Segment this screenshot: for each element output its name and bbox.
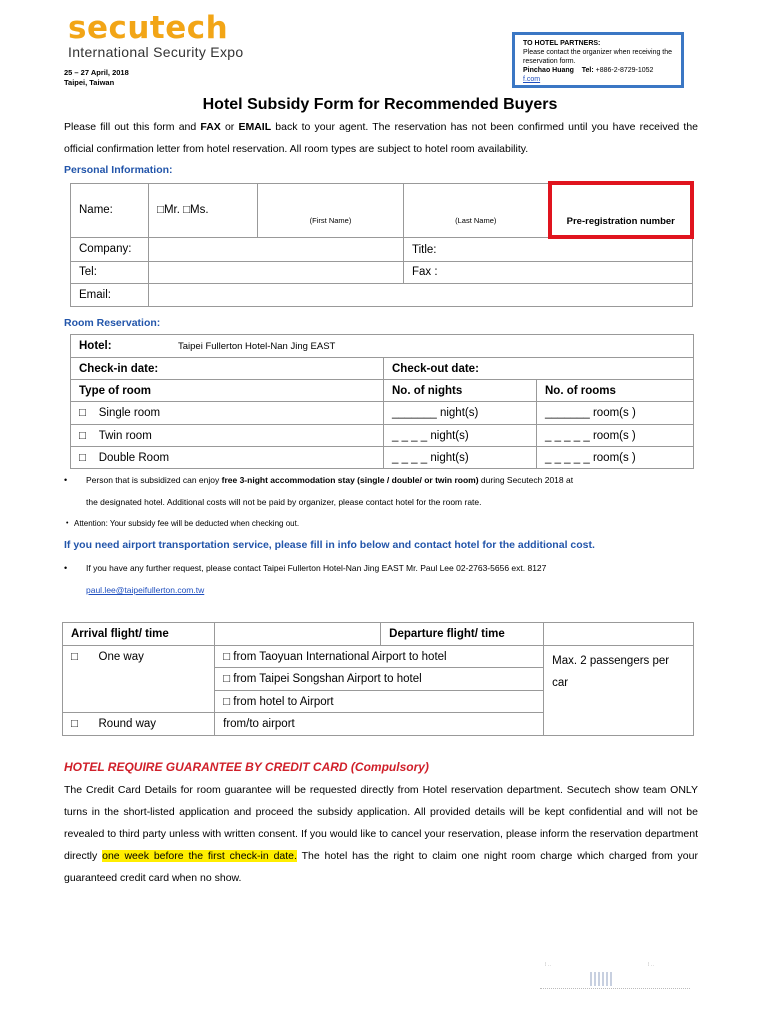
nights-field[interactable]: _ _ _ _ night(s) <box>384 425 537 447</box>
checkout-label[interactable]: Check-out date: <box>384 358 694 380</box>
subsidy-note <box>64 469 698 513</box>
rooms-header: No. of rooms <box>537 380 694 402</box>
option-taoyuan[interactable]: □ from Taoyuan International Airport to hotel <box>215 646 544 668</box>
bullet-icon: • <box>64 563 68 573</box>
departure-header: Departure flight/ time <box>381 623 544 646</box>
personal-info-table <box>70 181 694 307</box>
company-label: Company: <box>71 237 149 261</box>
checkbox[interactable]: □ <box>79 407 86 419</box>
location-line: Taipei, Taiwan <box>64 78 115 87</box>
bullet-icon: • <box>66 520 69 527</box>
rooms-field[interactable]: _______ room(s ) <box>537 402 694 425</box>
email-word: EMAIL <box>238 121 272 133</box>
guarantee-text: The Credit Card Details for room guarantee will be requested directly from Hotel reservation department. Secutech show team ONLY turns in the short-listed application and proceed the subsidy application. All provided details will be kept confidential and will not be revealed to third party unless with written consent. If you would like to cancel your reservation, please inform the reservation department directly <box>64 784 698 862</box>
checkbox[interactable]: □ <box>79 451 86 464</box>
preregistration-label: Pre-registration number <box>566 216 675 227</box>
hotel-label: Hotel: <box>79 340 112 352</box>
footer-line <box>540 988 690 989</box>
company-field[interactable] <box>149 237 404 261</box>
or-word: or <box>224 121 235 133</box>
arrival-time-field[interactable] <box>215 623 381 646</box>
round-way-checkbox[interactable]: □ <box>63 713 91 736</box>
empty-cell <box>63 668 91 691</box>
tel-label-cell: Tel: <box>71 261 149 283</box>
room-table <box>70 334 694 469</box>
one-way-label: One way <box>91 646 215 668</box>
one-way-checkbox[interactable]: □ <box>63 646 91 668</box>
checkin-label[interactable]: Check-in date: <box>71 358 384 380</box>
room-row-double <box>71 447 694 469</box>
footer-mark: ⁞ ‥ <box>545 962 552 968</box>
empty-cell <box>91 691 215 713</box>
room-type-cell[interactable] <box>71 447 384 469</box>
first-name-label: (First Name) <box>309 215 352 225</box>
guarantee-text-2: The hotel has the right to claim one night room charge which charged from your guaranteed credit card when no show. <box>64 850 698 884</box>
round-way-label: Round way <box>91 713 215 736</box>
tel-label: Tel: <box>581 67 594 74</box>
room-type-cell[interactable] <box>71 425 384 447</box>
secutech-logo <box>68 12 243 60</box>
contact-tel: +886-2-8729-1052 <box>595 67 654 74</box>
hotel-partners-box <box>512 32 684 88</box>
note-bold: free 3-night accommodation stay (single / double/ or twin room) <box>221 475 479 485</box>
preregistration-field[interactable] <box>550 183 693 237</box>
footer-barcode <box>590 972 614 986</box>
room-type: Double Room <box>98 451 170 464</box>
title-label[interactable]: Title: <box>404 237 693 261</box>
room-row-twin <box>71 425 694 447</box>
note-text: Person that is subsidized can enjoy <box>86 475 220 485</box>
type-header: Type of room <box>71 380 384 402</box>
empty-cell <box>91 668 215 691</box>
tel-field[interactable] <box>149 261 404 283</box>
bullet-icon: • <box>64 475 68 485</box>
nights-field[interactable]: _ _ _ _ night(s) <box>384 447 537 469</box>
first-name-field[interactable] <box>258 183 404 237</box>
airport-heading: If you need airport transportation service, please fill in info below and contact hotel for the additional cost. <box>64 539 595 551</box>
footer-mark: ⁞ ‥ <box>648 962 655 968</box>
room-reservation-heading: Room Reservation: <box>64 317 161 329</box>
last-name-field[interactable] <box>404 183 550 237</box>
further-request-note <box>64 557 698 601</box>
departure-time-field[interactable] <box>544 623 694 646</box>
name-label: Name: <box>71 183 149 237</box>
dates-line: 25 – 27 April, 2018 <box>64 68 129 77</box>
email-field[interactable] <box>149 283 693 306</box>
room-type: Single room <box>98 407 161 419</box>
note-text: the designated hotel. Additional costs will not be paid by organizer, please contact hotel for the room rate. <box>86 497 482 507</box>
intro-text: Please fill out this form and <box>64 121 197 133</box>
attention-text: Attention: Your subsidy fee will be deducted when checking out. <box>74 519 300 528</box>
note-text: If you have any further request, please contact Taipei Fullerton Hotel-Nan Jing EAST Mr. Paul Lee 02-2763-5656 ext. 8127 <box>86 563 547 573</box>
personal-info-heading: Personal Information: <box>64 164 173 176</box>
email-label: Email: <box>71 283 149 306</box>
nights-header: No. of nights <box>384 380 537 402</box>
nights-field[interactable]: _______ night(s) <box>384 402 537 425</box>
logo-subtitle: International Security Expo <box>68 44 244 60</box>
intro-paragraph <box>64 116 698 160</box>
partner-box-title: TO HOTEL PARTNERS: <box>523 40 601 47</box>
note-text: during Secutech 2018 at <box>480 475 574 485</box>
flight-table <box>62 622 694 736</box>
contact-name: Pinchao Huang <box>523 67 574 74</box>
salutation-checkboxes[interactable]: □Mr. □Ms. <box>149 183 258 237</box>
hotel-name: Taipei Fullerton Hotel-Nan Jing EAST <box>178 341 336 352</box>
hotel-row <box>71 335 694 358</box>
empty-cell <box>63 691 91 713</box>
subsidy-note-text <box>86 469 698 513</box>
max-passengers-text-2: car <box>552 677 569 689</box>
rooms-field[interactable]: _ _ _ _ _ room(s ) <box>537 425 694 447</box>
arrival-header: Arrival flight/ time <box>63 623 215 646</box>
room-row-single <box>71 402 694 425</box>
max-passengers-text: Max. 2 passengers per <box>552 655 670 667</box>
further-request-text <box>86 557 698 601</box>
partner-link[interactable]: f.com <box>523 76 541 83</box>
option-songshan[interactable]: □ from Taipei Songshan Airport to hotel <box>215 668 544 691</box>
max-passengers-cell <box>544 646 694 736</box>
logo-word: secutech <box>68 10 229 46</box>
fax-word: FAX <box>200 121 221 133</box>
fax-label[interactable]: Fax : <box>404 261 693 283</box>
rooms-field[interactable]: _ _ _ _ _ room(s ) <box>537 447 694 469</box>
event-dates <box>64 68 129 88</box>
room-type: Twin room <box>98 429 152 442</box>
option-round-trip[interactable]: from/to airport <box>215 713 544 736</box>
email-link[interactable]: paul.lee@taipeifullerton.com.tw <box>86 585 205 595</box>
last-name-label: (Last Name) <box>455 215 497 225</box>
room-type-cell[interactable] <box>71 402 384 425</box>
form-title: Hotel Subsidy Form for Recommended Buyers <box>202 96 558 113</box>
highlighted-deadline: one week before the first check-in date. <box>102 850 297 862</box>
intro-text-2: back to your agent. The reservation has not been confirmed until you have received the official confirmation letter from hotel reservation. All room types are subject to hotel room availability. <box>64 121 699 155</box>
guarantee-heading: HOTEL REQUIRE GUARANTEE BY CREDIT CARD (Compulsory) <box>64 760 429 774</box>
option-hotel-to-airport[interactable]: □ from hotel to Airport <box>215 691 544 713</box>
partner-box-text: Please contact the organizer when receiving the reservation form. <box>523 49 673 65</box>
checkbox[interactable]: □ <box>79 429 86 442</box>
guarantee-paragraph <box>64 779 698 889</box>
attention-note <box>64 513 698 535</box>
